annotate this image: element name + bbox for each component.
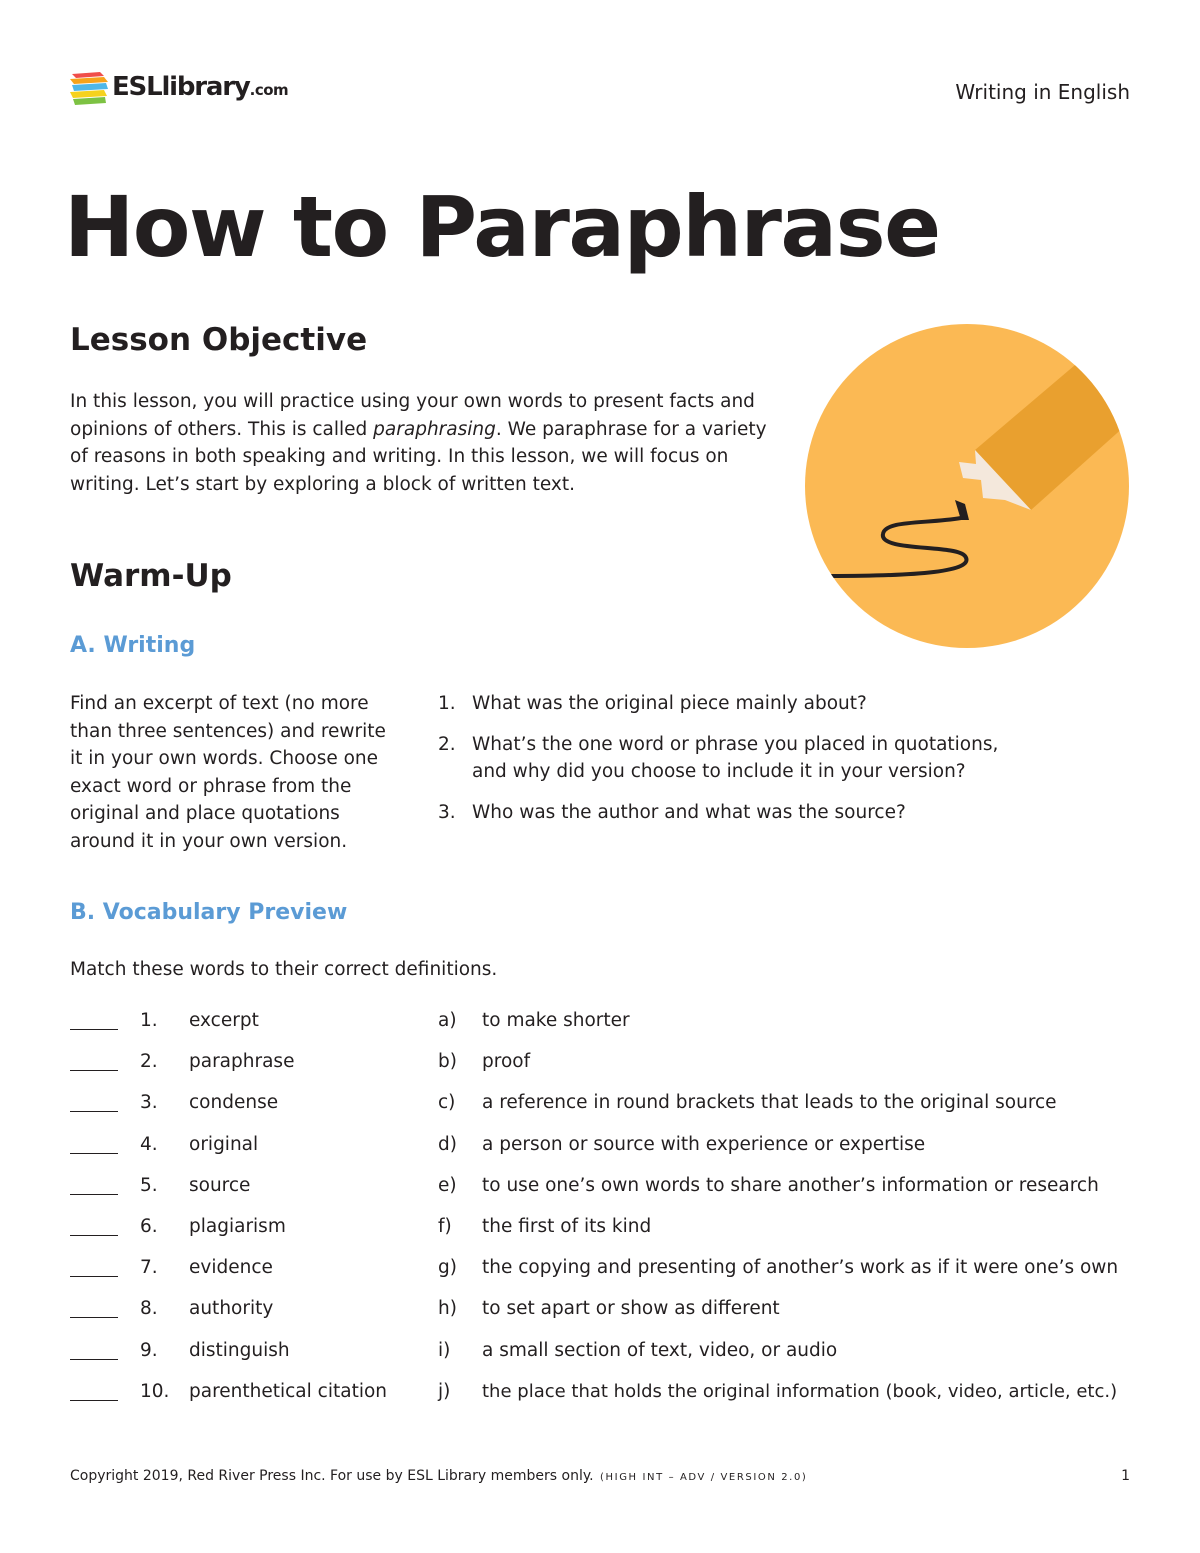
vocab-term: excerpt	[189, 1010, 259, 1031]
vocab-row	[70, 1294, 1150, 1335]
vocab-row	[70, 1336, 1150, 1377]
question-item	[438, 731, 1038, 786]
question-text: What’s the one word or phrase you placed in quotations, and why did you choose to include it in your version?	[472, 733, 999, 782]
question-item	[438, 690, 1038, 718]
writing-questions	[438, 690, 1038, 839]
answer-blank[interactable]	[70, 1400, 118, 1401]
vocab-number: 2.	[140, 1051, 158, 1073]
answer-blank[interactable]	[70, 1070, 118, 1071]
answer-blank[interactable]	[70, 1194, 118, 1195]
vocab-term: source	[189, 1174, 251, 1196]
stacked-books-icon	[70, 70, 110, 106]
vocab-row	[70, 1006, 1150, 1047]
answer-blank[interactable]	[70, 1235, 118, 1236]
question-number: 1.	[438, 693, 456, 714]
definition-text: the place that holds the original information (book, video, article, etc.)	[482, 1380, 1118, 1402]
definition-text: to use one’s own words to share another’s information or research	[482, 1174, 1099, 1196]
writing-instructions: Find an excerpt of text (no more than three sentences) and rewrite it in your own words. Choose one exact word or phrase from the original and place quotations around it in your own version.	[70, 693, 386, 852]
footer-level: (HIGH INT – ADV / VERSION 2.0)	[600, 1472, 808, 1483]
footer-copyright: Copyright 2019, Red River Press Inc. For use by ESL Library members only. (HIGH INT – ADV / VERSION 2.0)	[70, 1468, 808, 1484]
definition-text: a person or source with experience or expertise	[482, 1133, 926, 1155]
question-number: 3.	[438, 801, 456, 823]
definition-text: a small section of text, video, or audio	[482, 1339, 838, 1361]
answer-blank[interactable]	[70, 1111, 118, 1112]
page-title: How to Paraphrase	[64, 178, 940, 276]
definition-text: a reference in round brackets that leads to the original source	[482, 1092, 1057, 1114]
answer-blank[interactable]	[70, 1359, 118, 1360]
vocabulary-preview-heading: B. Vocabulary Preview	[70, 900, 348, 925]
definition-letter: c)	[438, 1092, 456, 1114]
vocab-term: condense	[189, 1092, 279, 1114]
vocab-number: 3.	[140, 1092, 158, 1114]
vocab-term: original	[189, 1133, 259, 1155]
vocabulary-instructions: Match these words to their correct definitions.	[70, 959, 498, 980]
definition-letter: f)	[438, 1215, 452, 1237]
definition-letter: e)	[438, 1174, 457, 1196]
answer-blank[interactable]	[70, 1276, 118, 1277]
question-number: 2.	[438, 733, 456, 755]
vocab-row	[70, 1088, 1150, 1129]
vocab-number: 9.	[140, 1339, 158, 1361]
writing-heading: A. Writing	[70, 633, 196, 658]
definition-text: to set apart or show as different	[482, 1298, 780, 1320]
vocab-row	[70, 1212, 1150, 1253]
vocab-number: 8.	[140, 1298, 158, 1320]
vocab-row	[70, 1253, 1150, 1294]
vocab-number: 4.	[140, 1133, 158, 1155]
lesson-objective-text: In this lesson, you will practice using your own words to present facts and opinions of others. This is called paraphrasing. We paraphrase for a variety of reasons in both speaking and writing. In this lesson, we will focus on writing. Let’s start by exploring a block of written text.	[70, 391, 767, 495]
definition-text: proof	[482, 1051, 531, 1073]
page-number: 1	[1121, 1468, 1130, 1484]
answer-blank[interactable]	[70, 1317, 118, 1318]
vocab-number: 5.	[140, 1174, 158, 1196]
definition-letter: d)	[438, 1133, 457, 1155]
definition-letter: g)	[438, 1257, 457, 1279]
definition-letter: a)	[438, 1010, 457, 1031]
vocabulary-list	[70, 1006, 1150, 1418]
definition-letter: h)	[438, 1298, 457, 1320]
answer-blank[interactable]	[70, 1153, 118, 1154]
vocab-row	[70, 1130, 1150, 1171]
definition-letter: b)	[438, 1051, 457, 1073]
definition-text: to make shorter	[482, 1010, 630, 1031]
definition-text: the first of its kind	[482, 1215, 652, 1237]
logo-wordmark: ESLlibrary.com	[112, 72, 289, 102]
definition-text: the copying and presenting of another’s work as if it were one’s own	[482, 1257, 1119, 1279]
vocab-term: paraphrase	[189, 1051, 295, 1073]
question-item	[438, 799, 1038, 827]
question-text: Who was the author and what was the source?	[472, 801, 906, 823]
header-subject: Writing in English	[955, 80, 1130, 104]
lesson-objective-heading: Lesson Objective	[70, 322, 368, 358]
vocab-number: 1.	[140, 1010, 158, 1031]
definition-letter: j)	[438, 1380, 451, 1402]
vocab-number: 7.	[140, 1257, 158, 1279]
vocab-term: plagiarism	[189, 1215, 286, 1237]
eslibrary-logo	[70, 68, 289, 108]
vocab-term: evidence	[189, 1257, 273, 1279]
vocab-term: distinguish	[189, 1339, 290, 1361]
vocab-row	[70, 1047, 1150, 1088]
vocab-row	[70, 1171, 1150, 1212]
warm-up-heading: Warm-Up	[70, 558, 232, 594]
vocab-row	[70, 1377, 1150, 1418]
vocab-term: parenthetical citation	[189, 1380, 388, 1402]
answer-blank[interactable]	[70, 1029, 118, 1030]
pencil-drawing-icon	[805, 324, 1129, 648]
question-text: What was the original piece mainly about?	[472, 693, 867, 714]
vocab-number: 6.	[140, 1215, 158, 1237]
vocab-number: 10.	[140, 1380, 170, 1402]
vocab-term: authority	[189, 1298, 274, 1320]
definition-letter: i)	[438, 1339, 451, 1361]
